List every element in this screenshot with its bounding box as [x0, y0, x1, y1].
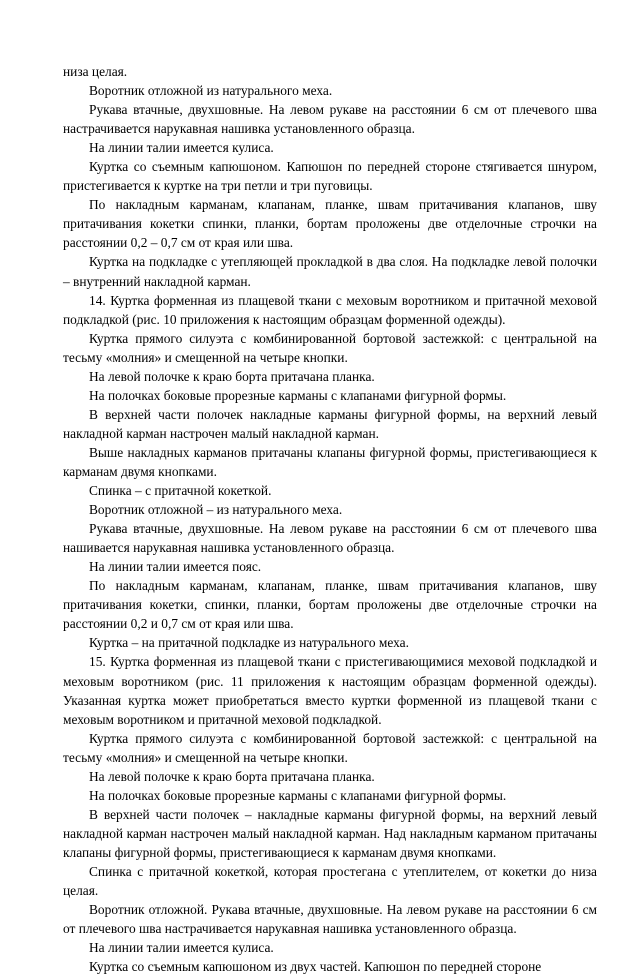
paragraph: На полочках боковые прорезные карманы с клапанами фигурной формы.: [89, 787, 507, 803]
paragraph: Воротник отложной – из натурального меха.: [89, 502, 343, 518]
paragraph: На полочках боковые прорезные карманы с клапанами фигурной формы.: [89, 387, 507, 403]
paragraph: В верхней части полочек – накладные карманы фигурной формы, на верхний левый накладной карман настрочен малый накладной карман. Над накладным карманом притачаны клапаны фигурной формы, пристегивающиеся к карманам двумя кнопками.: [63, 806, 597, 860]
paragraph: Куртка со съемным капюшоном. Капюшон по передней стороне стягивается шнуром, пристегивается к куртке на три петли и три пуговицы.: [63, 159, 597, 194]
paragraph: 15. Куртка форменная из плащевой ткани с пристегивающимися меховой подкладкой и меховым воротником (рис. 11 приложения к настоящим образцам форменной одежды). Указанная куртка может приобретаться вместо куртки форменной из плащевой ткани с меховым воротником и притачной меховой подкладкой.: [63, 654, 597, 727]
paragraph: На левой полочке к краю борта притачана планка.: [89, 368, 375, 384]
paragraph: Воротник отложной. Рукава втачные, двухшовные. На левом рукаве на расстоянии 6 см от плечевого шва настрачивается нарукавная нашивка установленного образца.: [63, 902, 597, 937]
paragraph: 14. Куртка форменная из плащевой ткани с меховым воротником и притачной меховой подкладкой (рис. 10 приложения к настоящим образцам форменной одежды).: [63, 292, 597, 327]
paragraph: Куртка – на притачной подкладке из натурального меха.: [89, 635, 409, 651]
paragraph: Рукава втачные, двухшовные. На левом рукаве на расстоянии 6 см от плечевого шва нашивается нарукавная нашивка установленного образца.: [63, 521, 597, 556]
paragraph: На линии талии имеется кулиса.: [89, 940, 274, 956]
paragraph: По накладным карманам, клапанам, планке, швам притачивания клапанов, шву притачивания кокетки спинки, планки, бортам проложены две отделочные строчки на расстоянии 0,2 – 0,7 см от края или шва.: [63, 197, 597, 251]
paragraph: Воротник отложной из натурального меха.: [89, 83, 333, 99]
paragraph: Куртка прямого силуэта с комбинированной бортовой застежкой: с центральной на тесьму «молния» и смещенной на четыре кнопки.: [63, 730, 597, 765]
paragraph: По накладным карманам, клапанам, планке, швам притачивания клапанов, шву притачивания кокетки, спинки, планки, бортам проложены две отделочные строчки на расстоянии 0,2 и 0,7 см от края или шва.: [63, 578, 597, 632]
paragraph: Рукава втачные, двухшовные. На левом рукаве на расстоянии 6 см от плечевого шва настрачивается нарукавная нашивка установленного образца.: [63, 102, 597, 137]
paragraph: Куртка со съемным капюшоном из двух частей. Капюшон по передней стороне: [89, 959, 542, 975]
document-page: [63, 62, 597, 976]
paragraph: Выше накладных карманов притачаны клапаны фигурной формы, пристегивающиеся к карманам двумя кнопками.: [63, 444, 597, 479]
paragraph: Куртка на подкладке с утепляющей прокладкой в два слоя. На подкладке левой полочки – внутренний накладной карман.: [63, 254, 597, 289]
paragraph: В верхней части полочек накладные карманы фигурной формы, на верхний левый накладной карман настрочен малый накладной карман.: [63, 406, 597, 441]
paragraph: Куртка прямого силуэта с комбинированной бортовой застежкой: с центральной на тесьму «молния» и смещенной на четыре кнопки.: [63, 330, 597, 365]
paragraph: Спинка – с притачной кокеткой.: [89, 483, 272, 499]
paragraph: На левой полочке к краю борта притачана планка.: [89, 768, 375, 784]
paragraph: На линии талии имеется кулиса.: [89, 140, 274, 156]
paragraph: Спинка с притачной кокеткой, которая простегана с утеплителем, от кокетки до низа целая.: [63, 863, 597, 899]
paragraph: На линии талии имеется пояс.: [89, 559, 262, 575]
paragraph: низа целая.: [63, 64, 128, 79]
